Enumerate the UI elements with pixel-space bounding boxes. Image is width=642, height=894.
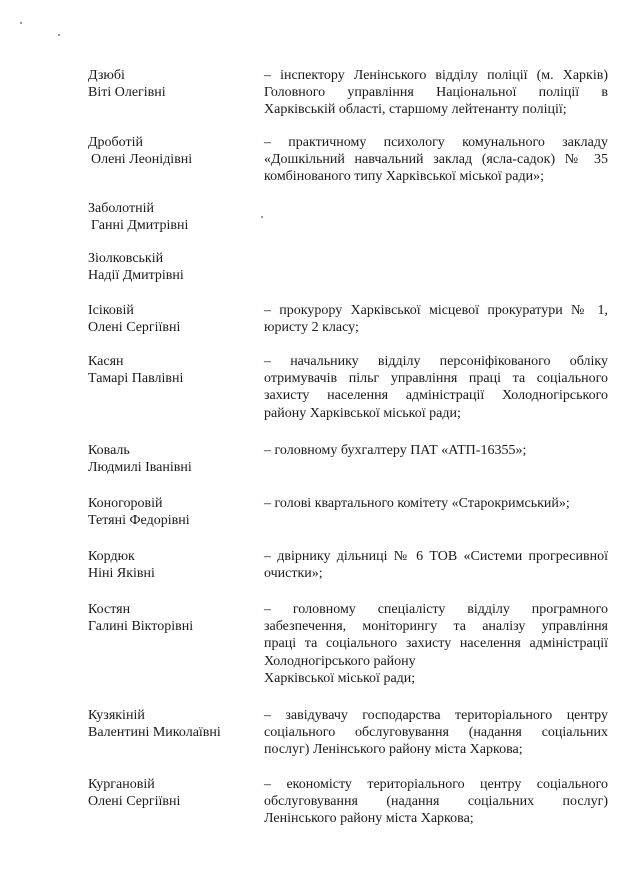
scan-speck (58, 34, 60, 36)
desc-line: очистки»; (264, 566, 323, 582)
surname: Коваль (88, 443, 130, 458)
desc-line: – голові квартального комітету «Старокримський»; (264, 496, 570, 511)
desc-line: праці та соціального захисту населення адміністрації (264, 636, 608, 652)
given-name: Ніні Яківні (88, 566, 155, 581)
given-name: Галині Вікторівні (88, 619, 194, 634)
given-name: Віті Олегівні (88, 85, 166, 100)
recipient-name (88, 442, 248, 476)
position-description (264, 707, 608, 759)
recipient-name (88, 200, 248, 234)
desc-line: – головному бухгалтеру ПАТ «АТП-16355»; (264, 443, 527, 458)
recipient-name (88, 601, 248, 635)
given-name: Надії Дмитрівні (88, 268, 184, 283)
surname: Ісіковій (88, 303, 134, 318)
recipient-name (88, 353, 248, 387)
desc-line: Холодногірського району (264, 653, 416, 669)
recipient-name (88, 707, 248, 741)
desc-line: захисту населення адміністрації Холодногірського (264, 388, 608, 404)
desc-line: юристу 2 класу; (264, 320, 359, 336)
desc-line: соціального обслуговування (надання соціальних (264, 725, 608, 741)
desc-line: послуг) Ленінського району міста Харкова; (264, 742, 523, 758)
given-name: Людмилі Іванівні (88, 460, 192, 475)
recipient-name (88, 548, 248, 582)
surname: Касян (88, 354, 124, 369)
given-name: Олені Леонідівні (91, 152, 193, 167)
given-name: Тамарі Павлівні (88, 371, 184, 386)
surname: Дзюбі (88, 68, 125, 83)
given-name: Тетяні Федорівні (88, 513, 190, 528)
surname: Костян (88, 602, 131, 617)
recipient-name (88, 134, 248, 168)
desc-line: – економісту територіального центру соціального (264, 777, 608, 792)
recipient-name (88, 250, 248, 284)
surname: Зіолковській (88, 251, 164, 266)
position-description (264, 776, 608, 828)
desc-line: – начальнику відділу персоніфікованого обліку (264, 354, 608, 369)
desc-line: обслуговування (надання соціальних послуг) (264, 794, 608, 810)
desc-line: – двірнику дільниці № 6 ТОВ «Системи прогресивної (264, 549, 608, 564)
given-name: Валентині Миколаївні (88, 725, 221, 740)
desc-line: Харківській області, старшому лейтенанту поліції; (264, 102, 567, 118)
position-description (264, 353, 608, 422)
scan-speck (20, 22, 22, 24)
recipient-name (88, 302, 248, 336)
given-name: Ганні Дмитрівні (91, 218, 189, 233)
given-name: Олені Сергіївні (88, 794, 181, 809)
desc-line: Ленінського району міста Харкова; (264, 811, 474, 827)
desc-line: – практичному психологу комунального закладу (264, 135, 608, 150)
surname: Кордюк (88, 549, 135, 564)
desc-line: – інспектору Ленінського відділу поліції (м. Харків) (264, 68, 608, 83)
position-description (264, 67, 608, 119)
desc-line: «Дошкільний навчальний заклад (ясла-садок) № 35 (264, 152, 608, 168)
desc-line: Харківської міської ради; (264, 670, 416, 686)
scan-speck (261, 216, 263, 218)
recipient-name (88, 776, 248, 810)
position-description (264, 601, 608, 687)
position-description (264, 548, 608, 582)
position-description (264, 495, 608, 512)
recipient-name (88, 67, 248, 101)
desc-line: комбінованого типу Харківської міської ради»; (264, 169, 544, 185)
desc-line: – завідувачу господарства територіального центру (264, 708, 608, 723)
desc-line: – прокурору Харківської місцевої прокуратури № 1, (264, 303, 608, 318)
position-description (264, 134, 608, 186)
surname: Заболотній (88, 201, 154, 216)
desc-line: району Харківської міської ради; (264, 405, 461, 421)
given-name: Олені Сергіївні (88, 320, 181, 335)
recipient-name (88, 495, 248, 529)
position-description (264, 442, 608, 459)
desc-line: забезпечення, моніторингу та аналізу управління (264, 619, 608, 635)
position-description (264, 302, 608, 336)
surname: Дроботій (88, 135, 143, 150)
surname: Коногоровій (88, 496, 163, 511)
desc-line: отримувачів пільг управління праці та соціального (264, 371, 608, 387)
desc-line: – головному спеціалісту відділу програмного (264, 602, 608, 617)
surname: Кузякіній (88, 708, 145, 723)
desc-line: Головного управління Національної поліції в (264, 85, 608, 101)
surname: Кургановій (88, 777, 155, 792)
